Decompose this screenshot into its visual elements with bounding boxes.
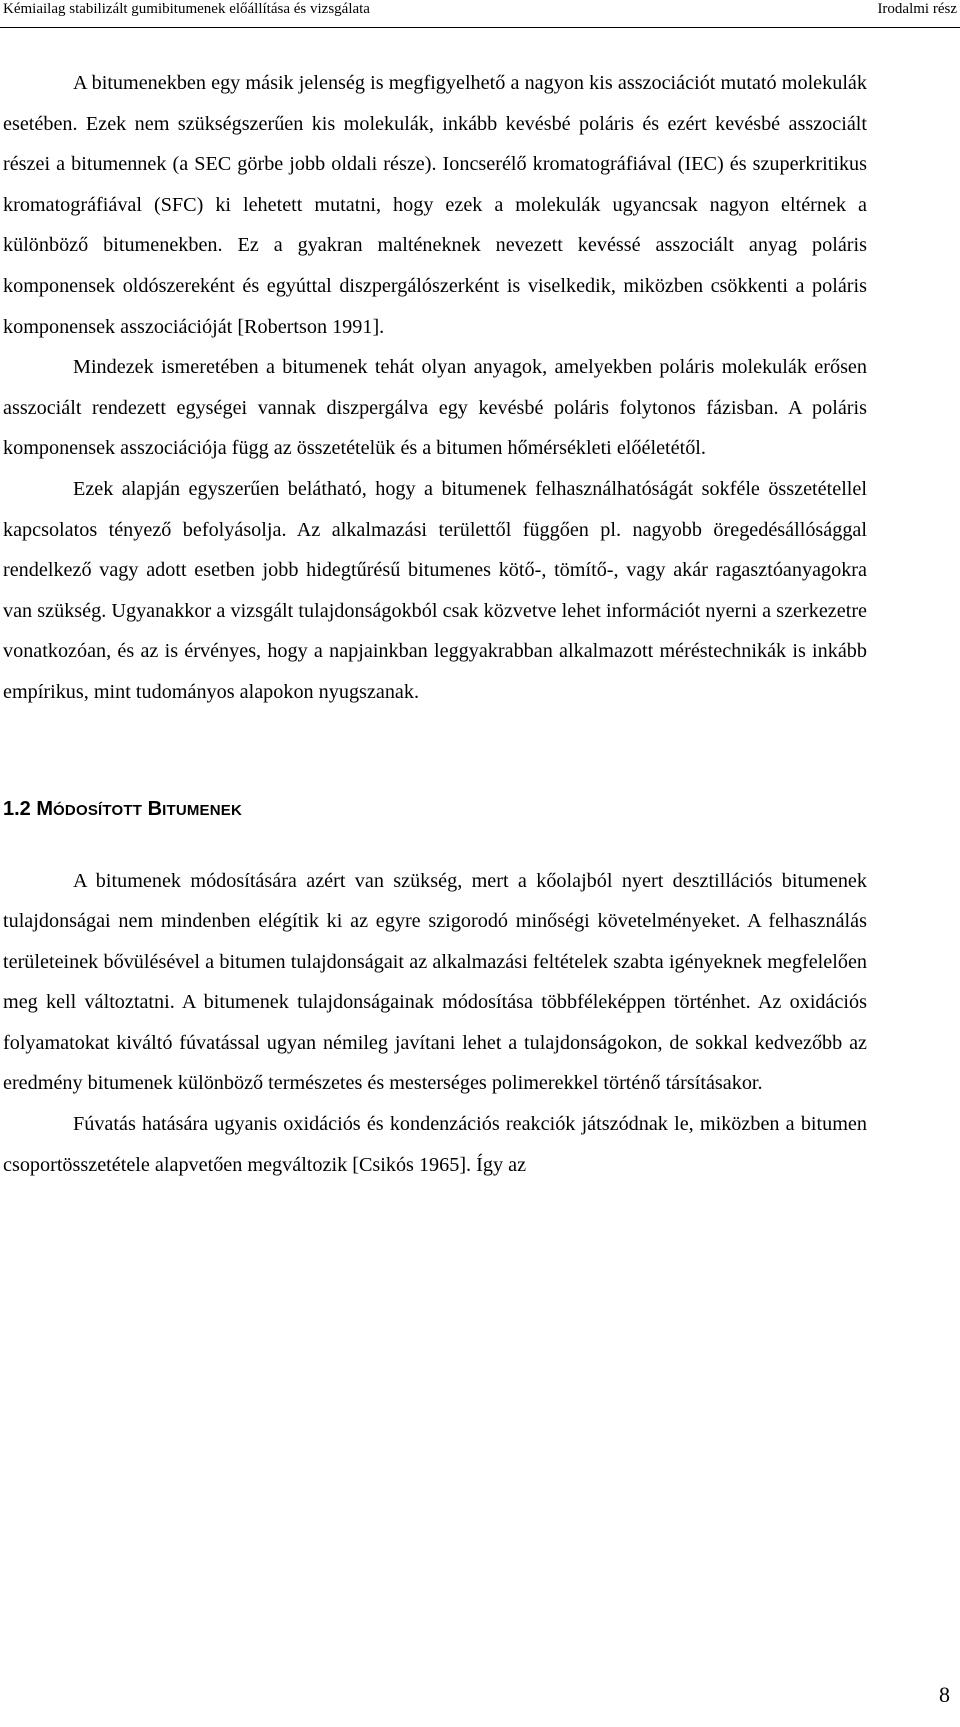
header-title: Kémiailag stabilizált gumibitumenek előállítása és vizsgálata xyxy=(3,1,370,17)
section-title-initial-2: B xyxy=(147,797,163,820)
section-number: 1.2 xyxy=(3,797,31,820)
paragraph-applicability: Ezek alapján egyszerűen belátható, hogy a bitumenek felhasználhatóságát sokféle összetétellel kapcsolatos tényező befolyásolja. Az alkalmazási területtől függően pl. nagyobb öregedésállósággal rendelkező vagy adott esetben jobb hidegtűrésű bitumenes kötő-, tömítő-, vagy akár ragasztóanyagokra van szükség. Ugyanakkor a vizsgált tulajdonságokból csak közvetve lehet információt nyerni a szerkezetre vonatkozóan, és az is érvényes, hogy a napjainkban leggyakrabban alkalmazott méréstechnikák is inkább empírikus, mint tudományos alapokon nyugszanak. xyxy=(3,477,867,703)
paragraph-associating-molecules: A bitumenekben egy másik jelenség is megfigyelhető a nagyon kis asszociációt mutató molekulák esetében. Ezek nem szükségszerűen kis molekulák, inkább kevésbé poláris és ezért kevésbé asszociált részei a bitumennek (a SEC görbe jobb oldali része). Ioncserélő kromatográfiával (IEC) és szuperkritikus kromatográfiával (SFC) ki lehetett mutatni, hogy ezek a molekulák ugyancsak nagyon eltérnek a különböző bitumenekben. Ez a gyakran malténeknek nevezett kevéssé asszociált anyag poláris komponensek oldószereként és egyúttal diszpergálószerként is viselkedik, miközben csökkenti a poláris komponensek asszociációját [Robertson 1991]. xyxy=(3,72,867,338)
document-body xyxy=(3,63,867,1185)
section-heading xyxy=(3,713,867,861)
header-section: Irodalmi rész xyxy=(877,1,957,17)
paragraph-modification-need: A bitumenek módosítására azért van szükség, mert a kőolajból nyert desztillációs bitumenek tulajdonságai nem mindenben elégítik ki az egyre szigorodó minőségi követelményeket. A felhasználás területeinek bővülésével a bitumen tulajdonságait az alkalmazási feltételek szabta igényeknek megfelelően meg kell változtatni. A bitumenek tulajdonságainak módosítása többféleképpen történhet. Az oxidációs folyamatokat kiváltó fúvatással ugyan némileg javítani lehet a tulajdonságokon, de sokkal kedvezőbb az eredmény bitumenek különböző természetes és mesterséges polimerekkel történő társításakor. xyxy=(3,869,867,1095)
paragraph-polar-molecules: Mindezek ismeretében a bitumenek tehát olyan anyagok, amelyekben poláris molekulák erősen asszociált rendezett egységei vannak diszpergálva egy kevésbé poláris folytonos fázisban. A poláris komponensek asszociációja függ az összetételük és a bitumen hőmérsékleti előéletétől. xyxy=(3,356,867,460)
section-title-rest-1: ÓDOSÍTOTT xyxy=(53,801,143,819)
section-title-initial-1: M xyxy=(36,797,54,820)
running-header xyxy=(0,0,960,32)
section-title-rest-2: ITUMENEK xyxy=(162,801,243,819)
header-rule xyxy=(0,27,960,28)
paragraph-blowing: Fúvatás hatására ugyanis oxidációs és kondenzációs reakciók játszódnak le, miközben a bitumen csoportösszetétele alapvetően megváltozik [Csikós 1965]. Így az xyxy=(3,1113,867,1176)
page-number: 8 xyxy=(939,1682,950,1707)
